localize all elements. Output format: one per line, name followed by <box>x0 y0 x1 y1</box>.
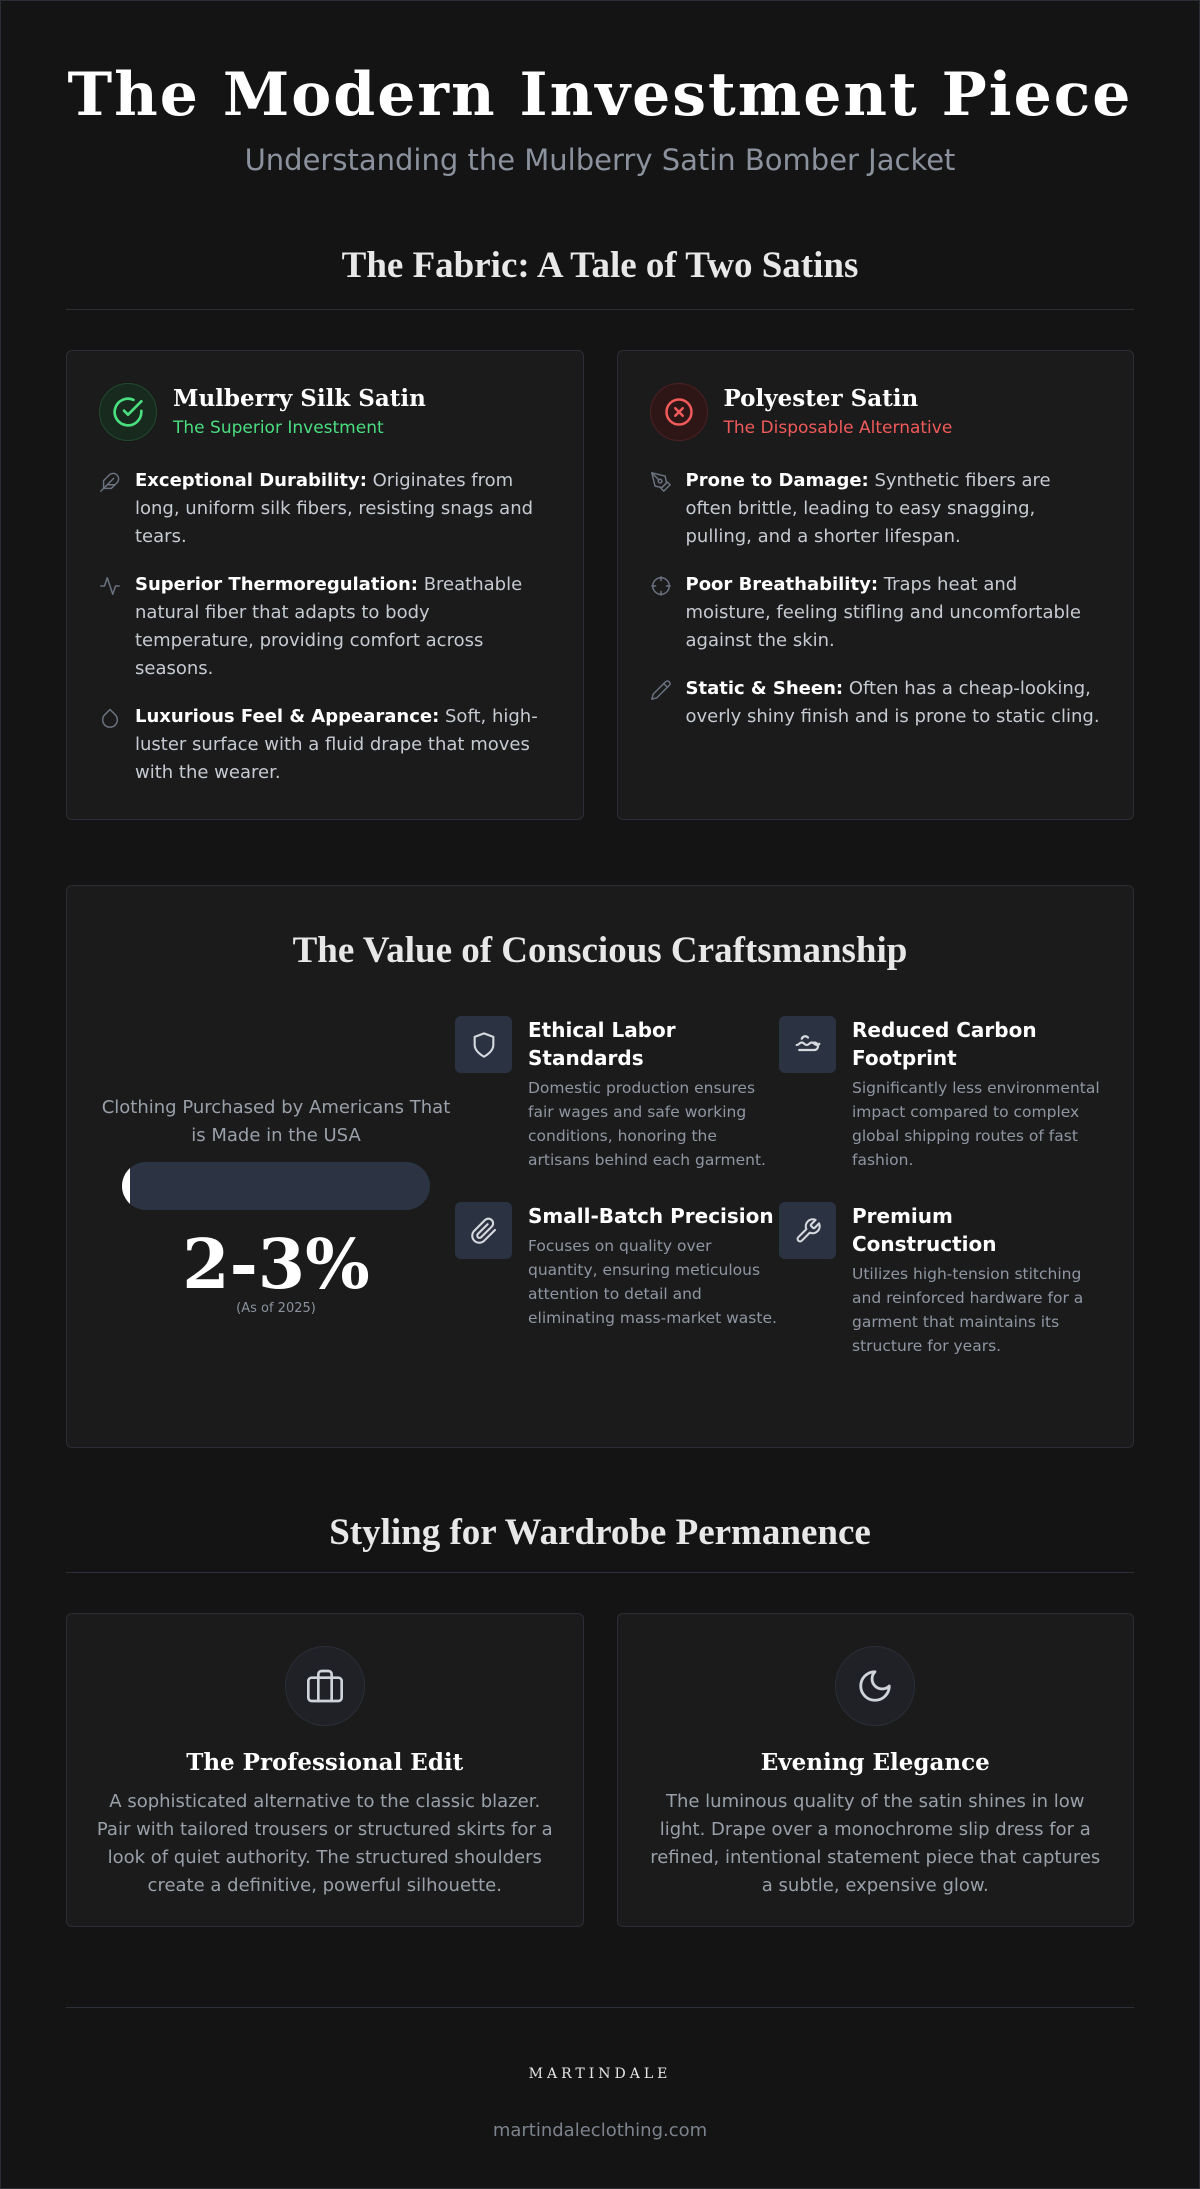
feature-item <box>650 467 1102 551</box>
craft-feature-item <box>455 1016 779 1172</box>
feature-text: Breathable natural fiber that adapts to body temperature, providing comfort across seasons. <box>135 574 523 679</box>
page-subtitle: Understanding the Mulberry Satin Bomber Jacket <box>244 143 956 177</box>
activity-icon <box>99 571 121 683</box>
footer-divider <box>66 2007 1134 2008</box>
wrench-icon <box>779 1202 836 1259</box>
feature-title: Luxurious Feel & Appearance: <box>135 706 440 727</box>
craft-feature-desc: Significantly less environmental impact compared to complex global shipping routes of fast fashion. <box>852 1079 1100 1169</box>
crosshair-icon <box>650 571 672 655</box>
styling-section <box>66 1510 1134 1927</box>
usa-made-stat <box>97 1016 455 1358</box>
value-section <box>66 885 1134 1448</box>
evening-elegance-card <box>617 1613 1135 1927</box>
craft-feature-title: Small-Batch Precision <box>528 1204 774 1228</box>
craft-feature-desc: Utilizes high-tension stitching and reinforced hardware for a garment that maintains its structure for years. <box>852 1265 1084 1355</box>
feature-title: Superior Thermoregulation: <box>135 574 418 595</box>
feature-text: Synthetic fibers are often brittle, leading to easy snagging, pulling, and a shorter lifespan. <box>685 470 1051 547</box>
page-title: The Modern Investment Piece <box>67 60 1133 130</box>
value-section-title: The Value of Conscious Craftsmanship <box>292 930 908 971</box>
check-circle-icon <box>99 383 157 441</box>
moon-icon <box>835 1646 915 1726</box>
droplet-icon <box>99 703 121 787</box>
feature-item <box>650 571 1102 655</box>
style-desc: A sophisticated alternative to the classic blazer. Pair with tailored trousers or structured skirts for a look of quiet authority. The structured shoulders create a definitive, powerful silhouette. <box>96 1791 553 1896</box>
stat-progress-fill <box>122 1162 130 1210</box>
style-title: Evening Elegance <box>760 1749 990 1776</box>
paperclip-icon <box>455 1202 512 1259</box>
professional-edit-card <box>66 1613 584 1927</box>
feature-item <box>99 467 551 551</box>
pen-tool-icon <box>650 467 672 551</box>
stat-progress-bar <box>122 1162 430 1210</box>
craft-feature-item <box>455 1202 779 1358</box>
brand-wordmark: MARTINDALE <box>528 2066 672 2082</box>
feature-text: Often has a cheap-looking, overly shiny finish and is prone to static cling. <box>685 678 1100 727</box>
craftsmanship-features <box>455 1016 1103 1358</box>
stat-note: (As of 2025) <box>236 1301 316 1316</box>
craft-feature-item <box>779 1016 1103 1172</box>
feather-icon <box>99 467 121 551</box>
fabric-section-title: The Fabric: A Tale of Two Satins <box>341 245 859 286</box>
shield-icon <box>455 1016 512 1073</box>
mulberry-silk-card <box>66 350 584 820</box>
cloud-icon <box>779 1016 836 1073</box>
feature-title: Poor Breathability: <box>685 574 879 595</box>
fabric-name: Mulberry Silk Satin <box>173 385 426 412</box>
style-desc: The luminous quality of the satin shines in low light. Drape over a monochrome slip dress for a refined, intentional statement piece that captures a subtle, expensive glow. <box>650 1791 1101 1896</box>
craft-feature-desc: Domestic production ensures fair wages and safe working conditions, honoring the artisans behind each garment. <box>528 1079 766 1169</box>
fabric-section <box>66 243 1134 820</box>
style-title: The Professional Edit <box>186 1749 464 1776</box>
feature-item <box>650 675 1102 731</box>
feature-text: Traps heat and moisture, feeling stifling and uncomfortable against the skin. <box>685 574 1081 651</box>
craft-feature-title: Premium Construction <box>852 1204 997 1256</box>
feature-title: Exceptional Durability: <box>135 470 367 491</box>
feature-item <box>99 571 551 683</box>
craft-feature-title: Ethical Labor Standards <box>528 1018 676 1070</box>
polyester-satin-card <box>617 350 1135 820</box>
stat-label: Clothing Purchased by Americans That is Made in the USA <box>101 1097 451 1146</box>
stat-value: 2-3% <box>182 1225 370 1305</box>
website-link[interactable]: martindaleclothing.com <box>492 2120 708 2141</box>
feature-text: Originates from long, uniform silk fibers, resisting snags and tears. <box>135 470 534 547</box>
fabric-name: Polyester Satin <box>723 385 919 412</box>
craft-feature-item <box>779 1202 1103 1358</box>
pencil-icon <box>650 675 672 731</box>
feature-text: Soft, high-luster surface with a fluid drape that moves with the wearer. <box>135 706 538 783</box>
craft-feature-title: Reduced Carbon Footprint <box>852 1018 1037 1070</box>
feature-title: Prone to Damage: <box>685 470 869 491</box>
feature-title: Static & Sheen: <box>685 678 844 699</box>
styling-section-title: Styling for Wardrobe Permanence <box>329 1512 871 1553</box>
briefcase-icon <box>285 1646 365 1726</box>
craft-feature-desc: Focuses on quality over quantity, ensuring meticulous attention to detail and eliminating mass-market waste. <box>528 1237 777 1327</box>
fabric-tagline: The Superior Investment <box>173 418 384 438</box>
fabric-tagline: The Disposable Alternative <box>723 418 953 438</box>
feature-item <box>99 703 551 787</box>
section-divider <box>66 1572 1134 1573</box>
section-divider <box>66 309 1134 310</box>
x-circle-icon <box>650 383 708 441</box>
